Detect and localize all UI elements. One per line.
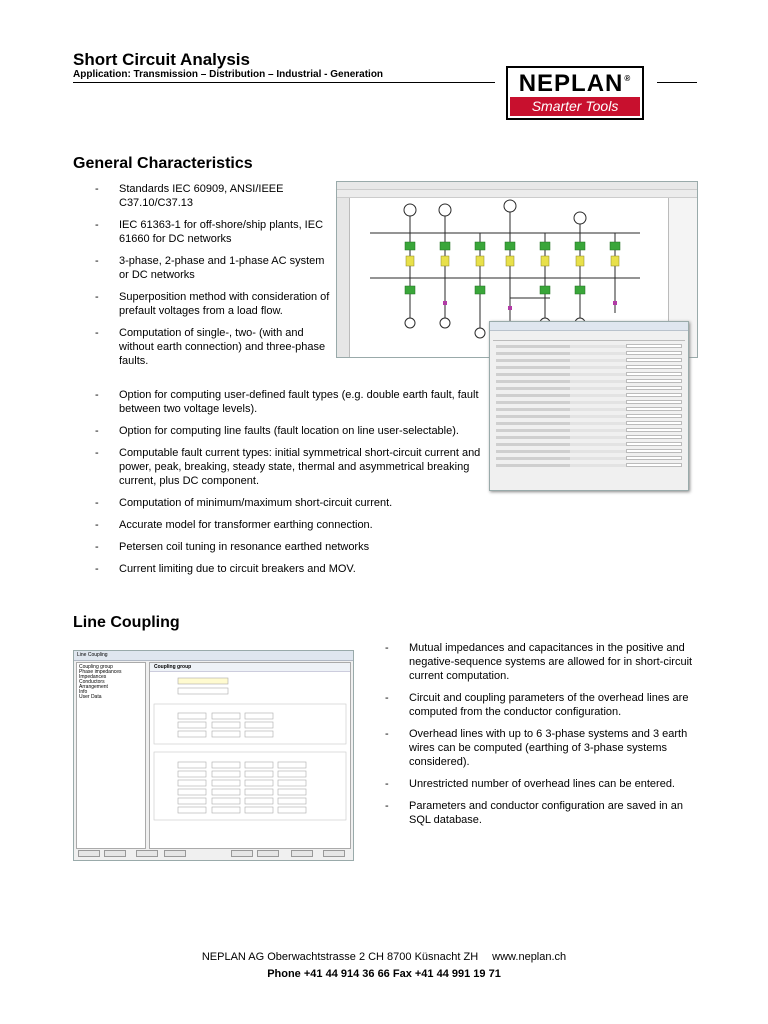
list-item: - Computation of single-, two- (with and without earth connection) and three-phase faults. bbox=[95, 327, 326, 367]
lc-tree-item: Coupling group bbox=[79, 664, 113, 670]
header-rule bbox=[657, 82, 697, 83]
dialog-row bbox=[496, 387, 682, 390]
logo-tagline: Smarter Tools bbox=[510, 97, 640, 116]
dialog-row bbox=[496, 436, 682, 439]
dialog-row bbox=[496, 394, 682, 397]
dialog-row bbox=[496, 401, 682, 404]
dialog-row bbox=[496, 359, 682, 362]
dialog-row bbox=[496, 373, 682, 376]
list-item: - 3-phase, 2-phase and 1-phase AC system or DC networks bbox=[95, 255, 325, 281]
dialog-row bbox=[496, 450, 682, 453]
lc-panel-title: Coupling group bbox=[150, 663, 350, 672]
dialog-row bbox=[496, 380, 682, 383]
footer-contact: Phone +41 44 914 36 66 Fax +41 44 991 19 71 bbox=[267, 968, 501, 980]
dialog-row bbox=[496, 443, 682, 446]
screenshot-left-pane bbox=[337, 198, 350, 357]
short-circuit-parameters-dialog-screenshot bbox=[489, 321, 689, 491]
dialog-row bbox=[496, 352, 682, 355]
list-item: - Overhead lines with up to 6 3-phase systems and 3 earth wires can be computed (earthing of 3-phase systems considered). bbox=[385, 728, 688, 768]
dialog-row bbox=[496, 408, 682, 411]
neplan-logo bbox=[506, 66, 644, 120]
list-item: - Computable fault current types: initial symmetrical short-circuit current and power, peak, breaking, steady state, thermal and asymmetrical breaking current, plus DC component. bbox=[95, 447, 481, 487]
lc-tree-item: Phase impedances bbox=[79, 669, 122, 675]
lc-tree-item: Arrangement bbox=[79, 684, 108, 690]
list-item: - Computation of minimum/maximum short-circuit current. bbox=[95, 497, 393, 509]
list-item: - IEC 61363-1 for off-shore/ship plants, IEC 61660 for DC networks bbox=[95, 219, 324, 245]
header-rule bbox=[73, 82, 495, 83]
lc-panel bbox=[149, 662, 351, 849]
list-item: - Standards IEC 60909, ANSI/IEEE C37.10/C37.13 bbox=[95, 183, 284, 209]
library-button[interactable] bbox=[136, 850, 158, 857]
list-item: - Option for computing line faults (fault location on line user-selectable). bbox=[95, 425, 459, 437]
lc-tree-item: Impedances bbox=[79, 674, 107, 680]
screenshot-toolbar bbox=[337, 190, 697, 198]
dialog-row bbox=[496, 422, 682, 425]
list-item: - Parameters and conductor configuration are saved in an SQL database. bbox=[385, 800, 683, 826]
general-list-wide bbox=[73, 388, 493, 584]
list-item: - Unrestricted number of overhead lines can be entered. bbox=[385, 778, 675, 790]
ok-button[interactable] bbox=[231, 850, 253, 857]
help-button[interactable] bbox=[323, 850, 345, 857]
dialog-row bbox=[496, 457, 682, 460]
list-item: - Circuit and coupling parameters of the overhead lines are computed from the conductor configuration. bbox=[385, 692, 689, 718]
lc-button-bar bbox=[76, 850, 351, 858]
dialog-titlebar bbox=[490, 322, 688, 331]
list-item: - Accurate model for transformer earthing connection. bbox=[95, 519, 373, 531]
footer-address: NEPLAN AG Oberwachtstrasse 2 CH 8700 Küsnacht ZH www.neplan.ch bbox=[201, 951, 567, 963]
lc-tree bbox=[76, 662, 146, 849]
general-list-narrow bbox=[73, 182, 333, 376]
lc-form-fields bbox=[150, 672, 352, 848]
list-item: - Superposition method with consideration of prefault voltages from a load flow. bbox=[95, 291, 330, 317]
general-characteristics-heading: General Characteristics bbox=[73, 155, 253, 172]
line-coupling-dialog-screenshot bbox=[73, 650, 354, 861]
dialog-row bbox=[496, 415, 682, 418]
lc-tree-item: User Data bbox=[79, 694, 102, 700]
line-coupling-heading: Line Coupling bbox=[73, 614, 180, 631]
document-subtitle: Application: Transmission – Distribution – Industrial - Generation bbox=[73, 69, 384, 80]
cancel-button[interactable] bbox=[257, 850, 279, 857]
dialog-row bbox=[496, 345, 682, 348]
list-item: - Current limiting due to circuit breakers and MOV. bbox=[95, 563, 356, 575]
dialog-tabs bbox=[493, 333, 685, 341]
line-coupling-list bbox=[363, 641, 693, 835]
list-item: - Option for computing user-defined fault types (e.g. double earth fault, fault between two voltage levels). bbox=[95, 389, 479, 415]
lc-tree-item: Conductors bbox=[79, 679, 105, 685]
footer-website: www.neplan.ch bbox=[492, 951, 567, 963]
lc-tree-item: Info bbox=[79, 689, 88, 695]
calc-button[interactable] bbox=[291, 850, 313, 857]
dialog-row bbox=[496, 464, 682, 467]
list-item: - Mutual impedances and capacitances in the positive and negative-sequence systems are allowed for in short-circuit current computation. bbox=[385, 642, 693, 682]
logo-wordmark: NEPLAN® bbox=[518, 70, 632, 97]
document-title: Short Circuit Analysis bbox=[73, 50, 250, 69]
dialog-row bbox=[496, 429, 682, 432]
copy-button[interactable] bbox=[78, 850, 100, 857]
lc-dialog-titlebar: Line Coupling bbox=[74, 651, 353, 661]
dialog-row bbox=[496, 366, 682, 369]
paste-button[interactable] bbox=[104, 850, 126, 857]
screenshot-menubar bbox=[337, 182, 697, 190]
export-button[interactable] bbox=[164, 850, 186, 857]
list-item: - Petersen coil tuning in resonance earthed networks bbox=[95, 541, 370, 553]
